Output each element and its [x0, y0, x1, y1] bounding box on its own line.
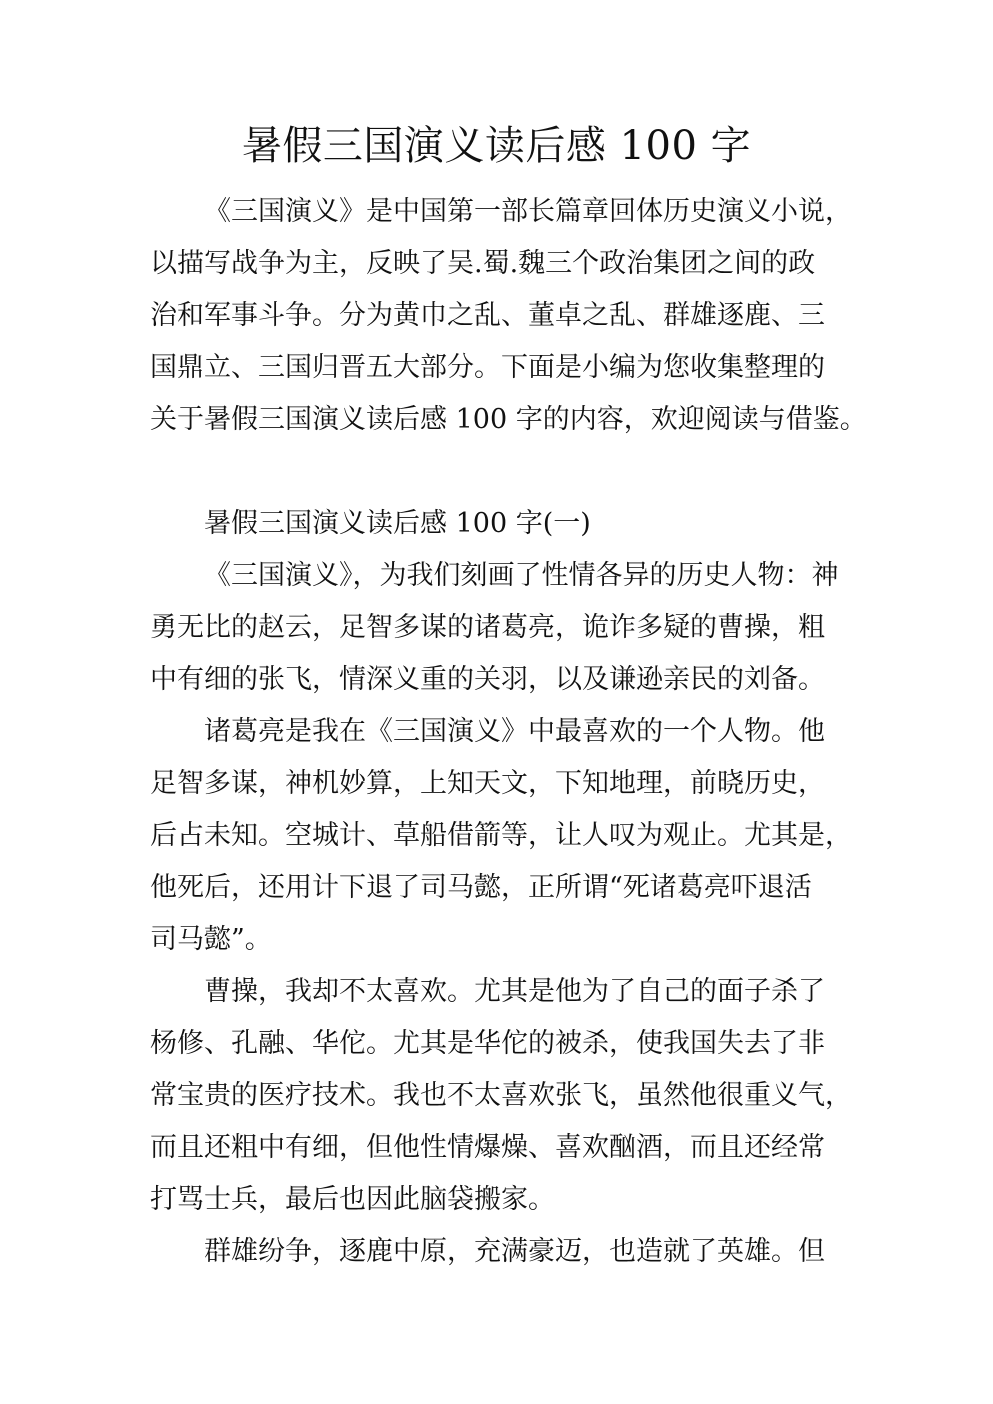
- document-body: [150, 186, 867, 1278]
- text-line: 常宝贵的医疗技术。我也不太喜欢张飞，虽然他很重义气，: [150, 1080, 852, 1111]
- paragraph-characters: [150, 550, 840, 706]
- text-line: 群雄纷争，逐鹿中原，充满豪迈，也造就了英雄。但: [204, 1236, 825, 1267]
- text-line: 而且还粗中有细，但他性情爆燥、喜欢酗酒，而且还经常: [150, 1132, 825, 1163]
- document-title: 暑假三国演义读后感 100 字: [241, 123, 752, 169]
- paragraph-cao-cao: [150, 966, 852, 1226]
- text-line: 中有细的张飞，情深义重的关羽，以及谦逊亲民的刘备。: [150, 664, 825, 695]
- text-line: 他死后，还用计下退了司马懿，正所谓“死诸葛亮吓退活: [150, 872, 812, 903]
- text-line: 曹操，我却不太喜欢。尤其是他为了自己的面子杀了: [204, 976, 825, 1007]
- paragraph-heroes: [150, 1226, 840, 1278]
- text-line: 后占未知。空城计、草船借箭等，让人叹为观止。尤其是，: [150, 820, 852, 851]
- text-line: 司马懿”。: [150, 924, 272, 955]
- text-line: 诸葛亮是我在《三国演义》中最喜欢的一个人物。他: [204, 716, 825, 747]
- text-line: 治和军事斗争。分为黄巾之乱、董卓之乱、群雄逐鹿、三: [150, 300, 825, 331]
- paragraph-zhuge-liang: [150, 706, 852, 966]
- text-line: 关于暑假三国演义读后感 100 字的内容，欢迎阅读与借鉴。: [150, 404, 867, 435]
- section-heading: 暑假三国演义读后感 100 字(一): [204, 508, 591, 539]
- text-line: 以描写战争为主，反映了吴.蜀.魏三个政治集团之间的政: [150, 248, 816, 279]
- text-line: 足智多谋，神机妙算，上知天文，下知地理，前晓历史，: [150, 768, 825, 799]
- intro-paragraph: [150, 186, 867, 446]
- text-line: 杨修、孔融、华佗。尤其是华佗的被杀，使我国失去了非: [150, 1028, 825, 1059]
- paragraph-gap: [150, 446, 840, 498]
- text-line: 勇无比的赵云，足智多谋的诸葛亮，诡诈多疑的曹操，粗: [150, 612, 825, 643]
- text-line: 《三国演义》，为我们刻画了性情各异的历史人物：神: [204, 560, 839, 591]
- text-line: 《三国演义》是中国第一部长篇章回体历史演义小说，: [204, 196, 852, 227]
- text-line: 国鼎立、三国归晋五大部分。下面是小编为您收集整理的: [150, 352, 825, 383]
- text-line: 打骂士兵，最后也因此脑袋搬家。: [150, 1184, 555, 1215]
